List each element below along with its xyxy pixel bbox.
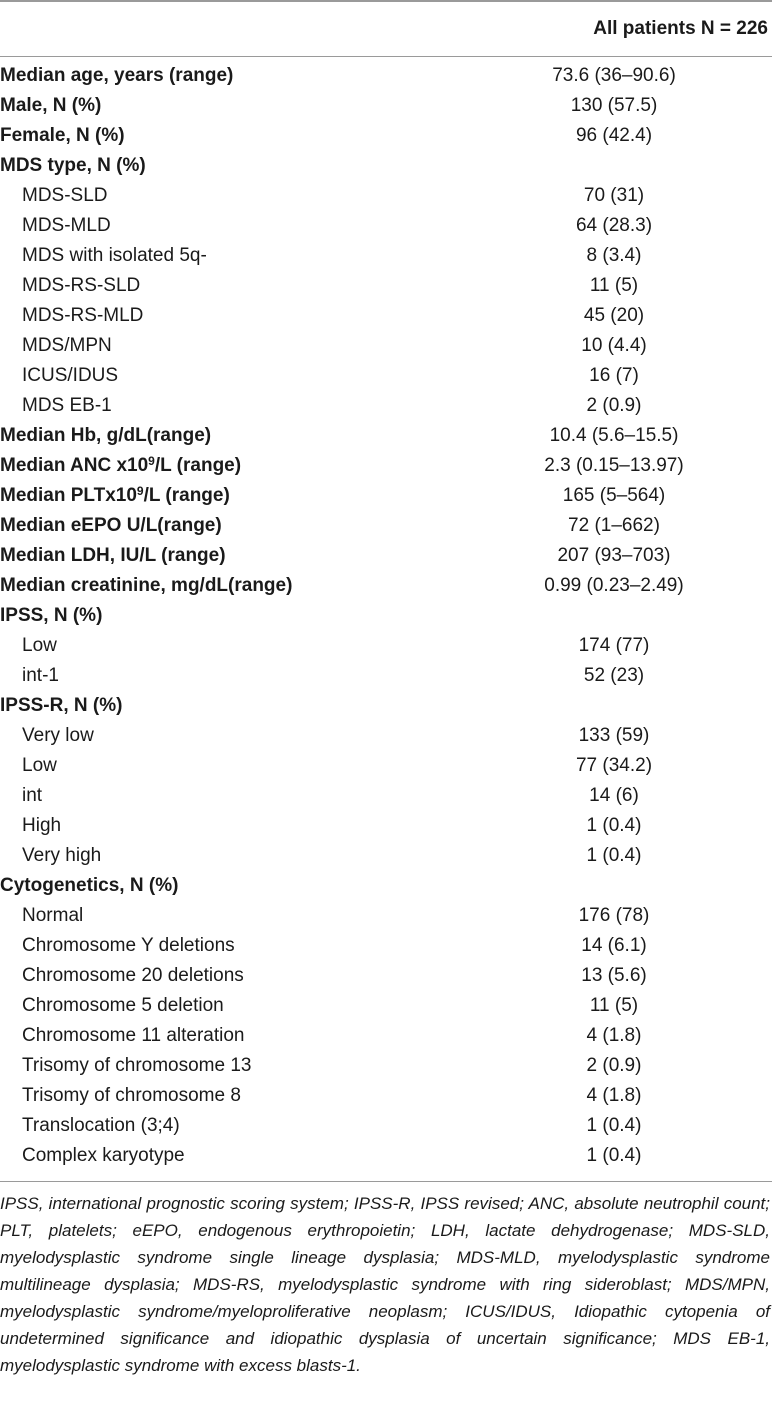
table-row <box>0 1081 772 1111</box>
row-value: 1 (0.4) <box>586 1115 642 1136</box>
table-row <box>0 511 772 541</box>
row-value: 10.4 (5.6–15.5) <box>549 425 679 446</box>
row-value: 2.3 (0.15–13.97) <box>544 455 684 476</box>
row-label-text: Median PLTx10 <box>0 485 137 506</box>
table-row <box>0 1021 772 1051</box>
row-label <box>0 665 432 687</box>
row-label <box>0 275 432 297</box>
row-label <box>0 215 432 237</box>
row-label <box>0 455 432 477</box>
row-label <box>0 755 432 777</box>
row-label-text: Median creatinine, mg/dL(range) <box>0 575 293 596</box>
row-label <box>0 725 432 747</box>
table-row <box>0 691 772 721</box>
row-label-text: MDS EB-1 <box>22 395 112 416</box>
table-body <box>0 57 772 1171</box>
row-value: 174 (77) <box>578 635 650 656</box>
header-all-patients: All patients N = 226 <box>593 18 768 39</box>
row-label <box>0 365 432 387</box>
row-value: 11 (5) <box>589 995 639 1016</box>
row-label <box>0 1025 432 1047</box>
table-row <box>0 391 772 421</box>
row-label <box>0 305 432 327</box>
row-label <box>0 515 432 537</box>
table-row <box>0 61 772 91</box>
row-value: 1 (0.4) <box>586 1145 642 1166</box>
table-row <box>0 481 772 511</box>
row-value: 16 (7) <box>589 365 639 386</box>
row-label-text: MDS type, N (%) <box>0 155 146 176</box>
row-value: 4 (1.8) <box>586 1025 642 1046</box>
row-value: 64 (28.3) <box>575 215 653 236</box>
table-row <box>0 421 772 451</box>
row-label <box>0 1115 432 1137</box>
row-label <box>0 155 432 177</box>
row-value: 2 (0.9) <box>586 395 642 416</box>
row-value: 1 (0.4) <box>586 845 642 866</box>
table-row <box>0 841 772 871</box>
row-label-text: IPSS, N (%) <box>0 605 103 626</box>
table-row <box>0 601 772 631</box>
row-label-text: Cytogenetics, N (%) <box>0 875 179 896</box>
row-label <box>0 785 432 807</box>
row-value: 0.99 (0.23–2.49) <box>544 575 684 596</box>
table-row <box>0 751 772 781</box>
row-label <box>0 425 432 447</box>
row-label <box>0 395 432 417</box>
table-row <box>0 1051 772 1081</box>
table-row <box>0 991 772 1021</box>
row-value: 14 (6.1) <box>581 935 647 956</box>
row-label-text: Translocation (3;4) <box>22 1115 180 1136</box>
row-value: 52 (23) <box>583 665 645 686</box>
row-value: 130 (57.5) <box>570 95 658 116</box>
table-row <box>0 181 772 211</box>
table-row <box>0 1141 772 1171</box>
row-label-text: MDS-SLD <box>22 185 108 206</box>
table-row <box>0 121 772 151</box>
row-value: 96 (42.4) <box>575 125 653 146</box>
table-row <box>0 931 772 961</box>
row-label <box>0 575 432 597</box>
table-row <box>0 631 772 661</box>
row-label <box>0 485 432 507</box>
row-value: 207 (93–703) <box>557 545 671 566</box>
row-value: 10 (4.4) <box>581 335 647 356</box>
row-value: 133 (59) <box>578 725 650 746</box>
table-row <box>0 901 772 931</box>
row-label <box>0 125 432 147</box>
table-row <box>0 331 772 361</box>
row-label <box>0 695 432 717</box>
row-label <box>0 245 432 267</box>
table-row <box>0 961 772 991</box>
table-row <box>0 271 772 301</box>
row-label-text: int-1 <box>22 665 59 686</box>
row-value: 13 (5.6) <box>581 965 647 986</box>
table-row <box>0 781 772 811</box>
table-row <box>0 241 772 271</box>
row-label-superscript: 9 <box>148 454 155 468</box>
row-label-suffix: /L (range) <box>143 485 230 506</box>
row-label <box>0 635 432 657</box>
row-label <box>0 95 432 117</box>
row-label-text: Median Hb, g/dL(range) <box>0 425 212 446</box>
row-label-text: Complex karyotype <box>22 1145 185 1166</box>
row-label-text: Female, N (%) <box>0 125 125 146</box>
row-label-text: Very low <box>22 725 94 746</box>
row-label <box>0 815 432 837</box>
row-label-text: MDS/MPN <box>22 335 112 356</box>
row-label <box>0 185 432 207</box>
row-label-text: int <box>22 785 43 806</box>
row-label <box>0 335 432 357</box>
row-label-text: Chromosome 11 alteration <box>22 1025 245 1046</box>
row-value: 8 (3.4) <box>586 245 642 266</box>
row-value: 70 (31) <box>583 185 645 206</box>
row-label-text: Median ANC x10 <box>0 455 149 476</box>
row-value: 176 (78) <box>578 905 650 926</box>
row-label-suffix: /L (range) <box>154 455 242 476</box>
row-label-text: Low <box>22 635 57 656</box>
row-value: 11 (5) <box>589 275 639 296</box>
row-label <box>0 965 432 987</box>
table-row <box>0 451 772 481</box>
table-row <box>0 1111 772 1141</box>
table-row <box>0 211 772 241</box>
row-label-text: Median age, years (range) <box>0 65 234 86</box>
row-label-text: Chromosome 5 deletion <box>22 995 224 1016</box>
row-label-text: Chromosome Y deletions <box>22 935 235 956</box>
row-label-text: MDS-MLD <box>22 215 111 236</box>
row-value: 4 (1.8) <box>586 1085 642 1106</box>
row-value: 2 (0.9) <box>586 1055 642 1076</box>
row-value: 1 (0.4) <box>586 815 642 836</box>
row-label <box>0 605 432 627</box>
row-label-text: Chromosome 20 deletions <box>22 965 244 986</box>
row-value: 45 (20) <box>583 305 645 326</box>
row-label-text: IPSS-R, N (%) <box>0 695 123 716</box>
row-value: 72 (1–662) <box>568 515 660 536</box>
table-row <box>0 811 772 841</box>
row-label-text: Normal <box>22 905 84 926</box>
row-label-text: Trisomy of chromosome 8 <box>22 1085 241 1106</box>
table-header <box>0 2 772 57</box>
row-label-text: MDS-RS-MLD <box>22 305 144 326</box>
row-label-text: Trisomy of chromosome 13 <box>22 1055 252 1076</box>
row-value: 77 (34.2) <box>575 755 653 776</box>
row-label-text: Very high <box>22 845 102 866</box>
table-row <box>0 151 772 181</box>
table-row <box>0 361 772 391</box>
table-footnote: IPSS, international prognostic scoring system; IPSS-R, IPSS revised; ANC, absolute neutrophil count; PLT, platelets; eEPO, endogenous erythropoietin; LDH, lactate dehydrogenase; MDS-SLD, myelodysplastic syndrome single lineage dysplasia; MDS-MLD, myelodysplastic syndrome multilineage dysplasia; MDS-RS, myelodysplastic syndrome with ring sideroblast; MDS/MPN, myelodysplastic syndrome/myeloproliferative neoplasm; ICUS/IDUS, Idiopathic cytopenia of undetermined significance and idiopathic dysplasia of uncertain significance; MDS EB-1, myelodysplastic syndrome with excess blasts-1. <box>0 1194 770 1375</box>
row-value: 165 (5–564) <box>562 485 666 506</box>
row-label-text: Median LDH, IU/L (range) <box>0 545 226 566</box>
table-row <box>0 91 772 121</box>
row-label-superscript: 9 <box>136 484 144 498</box>
row-value: 14 (6) <box>589 785 639 806</box>
row-label <box>0 1145 432 1167</box>
table-row <box>0 571 772 601</box>
table-row <box>0 661 772 691</box>
row-label <box>0 65 432 87</box>
row-label-text: Low <box>22 755 57 776</box>
row-label <box>0 935 432 957</box>
row-label <box>0 545 432 567</box>
row-value: 73.6 (36–90.6) <box>552 65 676 86</box>
row-label <box>0 905 432 927</box>
row-label <box>0 1085 432 1107</box>
row-label <box>0 845 432 867</box>
row-label-text: MDS with isolated 5q- <box>22 245 207 266</box>
row-label-text: Male, N (%) <box>0 95 102 116</box>
row-label-text: Median eEPO U/L(range) <box>0 515 222 536</box>
row-label <box>0 875 432 897</box>
row-label <box>0 1055 432 1077</box>
row-label-text: High <box>22 815 62 836</box>
table-row <box>0 721 772 751</box>
row-label-text: ICUS/IDUS <box>22 365 119 386</box>
row-label-text: MDS-RS-SLD <box>22 275 141 296</box>
table-row <box>0 301 772 331</box>
table-row <box>0 541 772 571</box>
table-row <box>0 871 772 901</box>
row-label <box>0 995 432 1017</box>
